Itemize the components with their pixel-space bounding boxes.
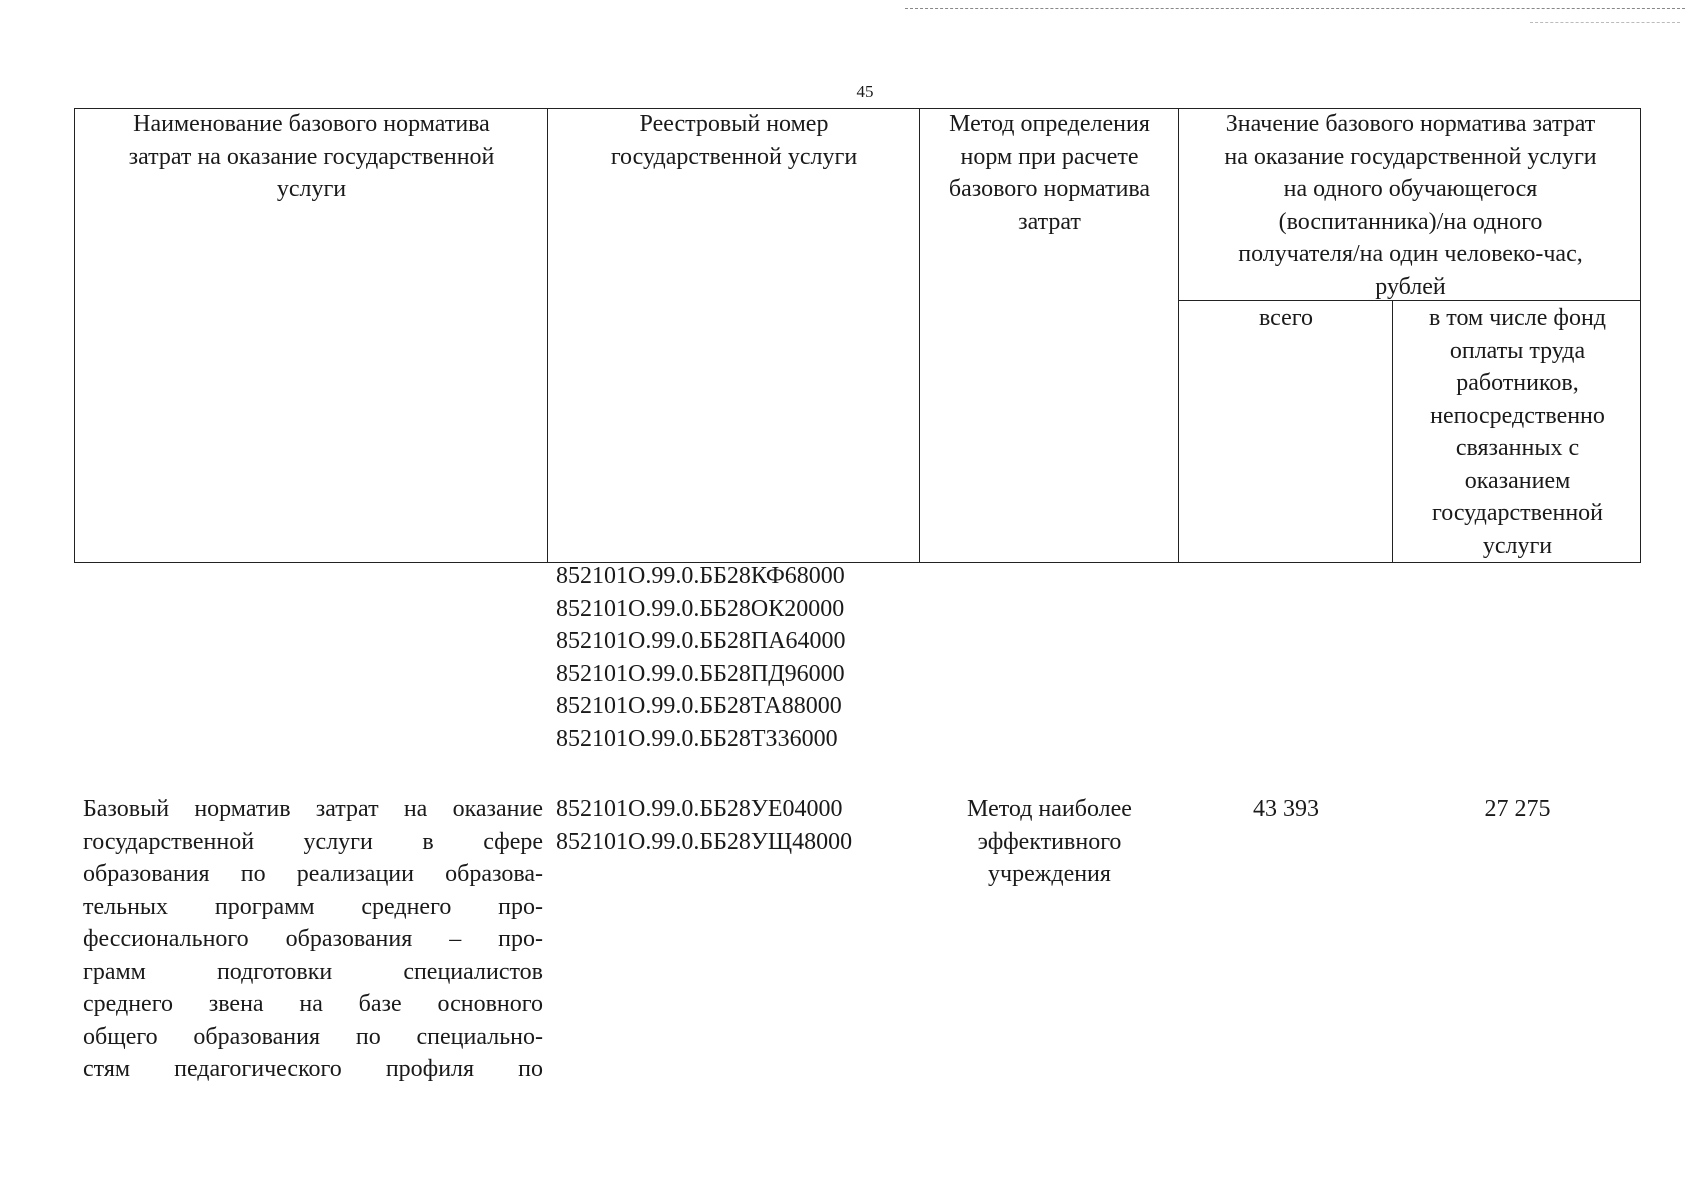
- row-description: [83, 793, 543, 1086]
- row-description-line: государственной услуги в сфере: [83, 828, 543, 855]
- row-description-line: тельных программ среднего про-: [83, 893, 543, 920]
- row-description-line: Базовый норматив затрат на оказание: [83, 796, 543, 822]
- header-divider-3: [1178, 108, 1179, 563]
- header-divider-2: [919, 108, 920, 563]
- row-method: Метод наиболее эффективного учреждения: [967, 796, 1132, 887]
- row-description-line: общего образования по специально-: [83, 1023, 543, 1050]
- row-description-line: грамм подготовки специалистов: [83, 958, 543, 985]
- header-cell-name: Наименование базового норматива затрат на оказание государственной услуги: [128, 111, 495, 202]
- row-description-line: среднего звена на базе основного: [83, 991, 543, 1017]
- continued-registry-codes: 852101О.99.0.ББ28КФ68000 852101О.99.0.ББ28ОК20000 852101О.99.0.ББ28ПА64000 852101О.99.0.ББ28ПД96000 852101О.99.0.ББ28ТА88000 852101О.99.0.ББ28ТЗ36000: [556, 563, 846, 752]
- page-number: 45: [856, 82, 874, 101]
- row-description-line: стям педагогического профиля по: [83, 1056, 543, 1082]
- header-cell-total: всего: [1258, 305, 1314, 331]
- row-registry-codes: 852101О.99.0.ББ28УЕ04000 852101О.99.0.ББ28УЩ48000: [556, 796, 853, 855]
- row-total-value: 43 393: [1253, 796, 1319, 822]
- row-description-line: образования по реализации образова-: [83, 861, 543, 887]
- header-cell-wage-fund: в том числе фонд оплаты труда работников, непосредственно связанных с оказанием государственной услуги: [1428, 305, 1607, 559]
- header-divider-4: [1392, 300, 1393, 563]
- header-divider-1: [547, 108, 548, 563]
- header-cell-registry-number: Реестровый номер государственной услуги: [610, 111, 858, 170]
- header-cell-method: Метод определения норм при расчете базового норматива затрат: [948, 111, 1151, 235]
- top-dashed-line: [905, 8, 1685, 9]
- top-dashed-line-secondary: [1530, 22, 1680, 23]
- row-description-line: фессионального образования – про-: [83, 926, 543, 952]
- row-wage-fund-value: 27 275: [1484, 796, 1551, 822]
- header-cell-value: Значение базового норматива затрат на оказание государственной услуги на одного обучающегося (воспитанника)/на одного получателя/на один человеко-час, рублей: [1224, 111, 1597, 300]
